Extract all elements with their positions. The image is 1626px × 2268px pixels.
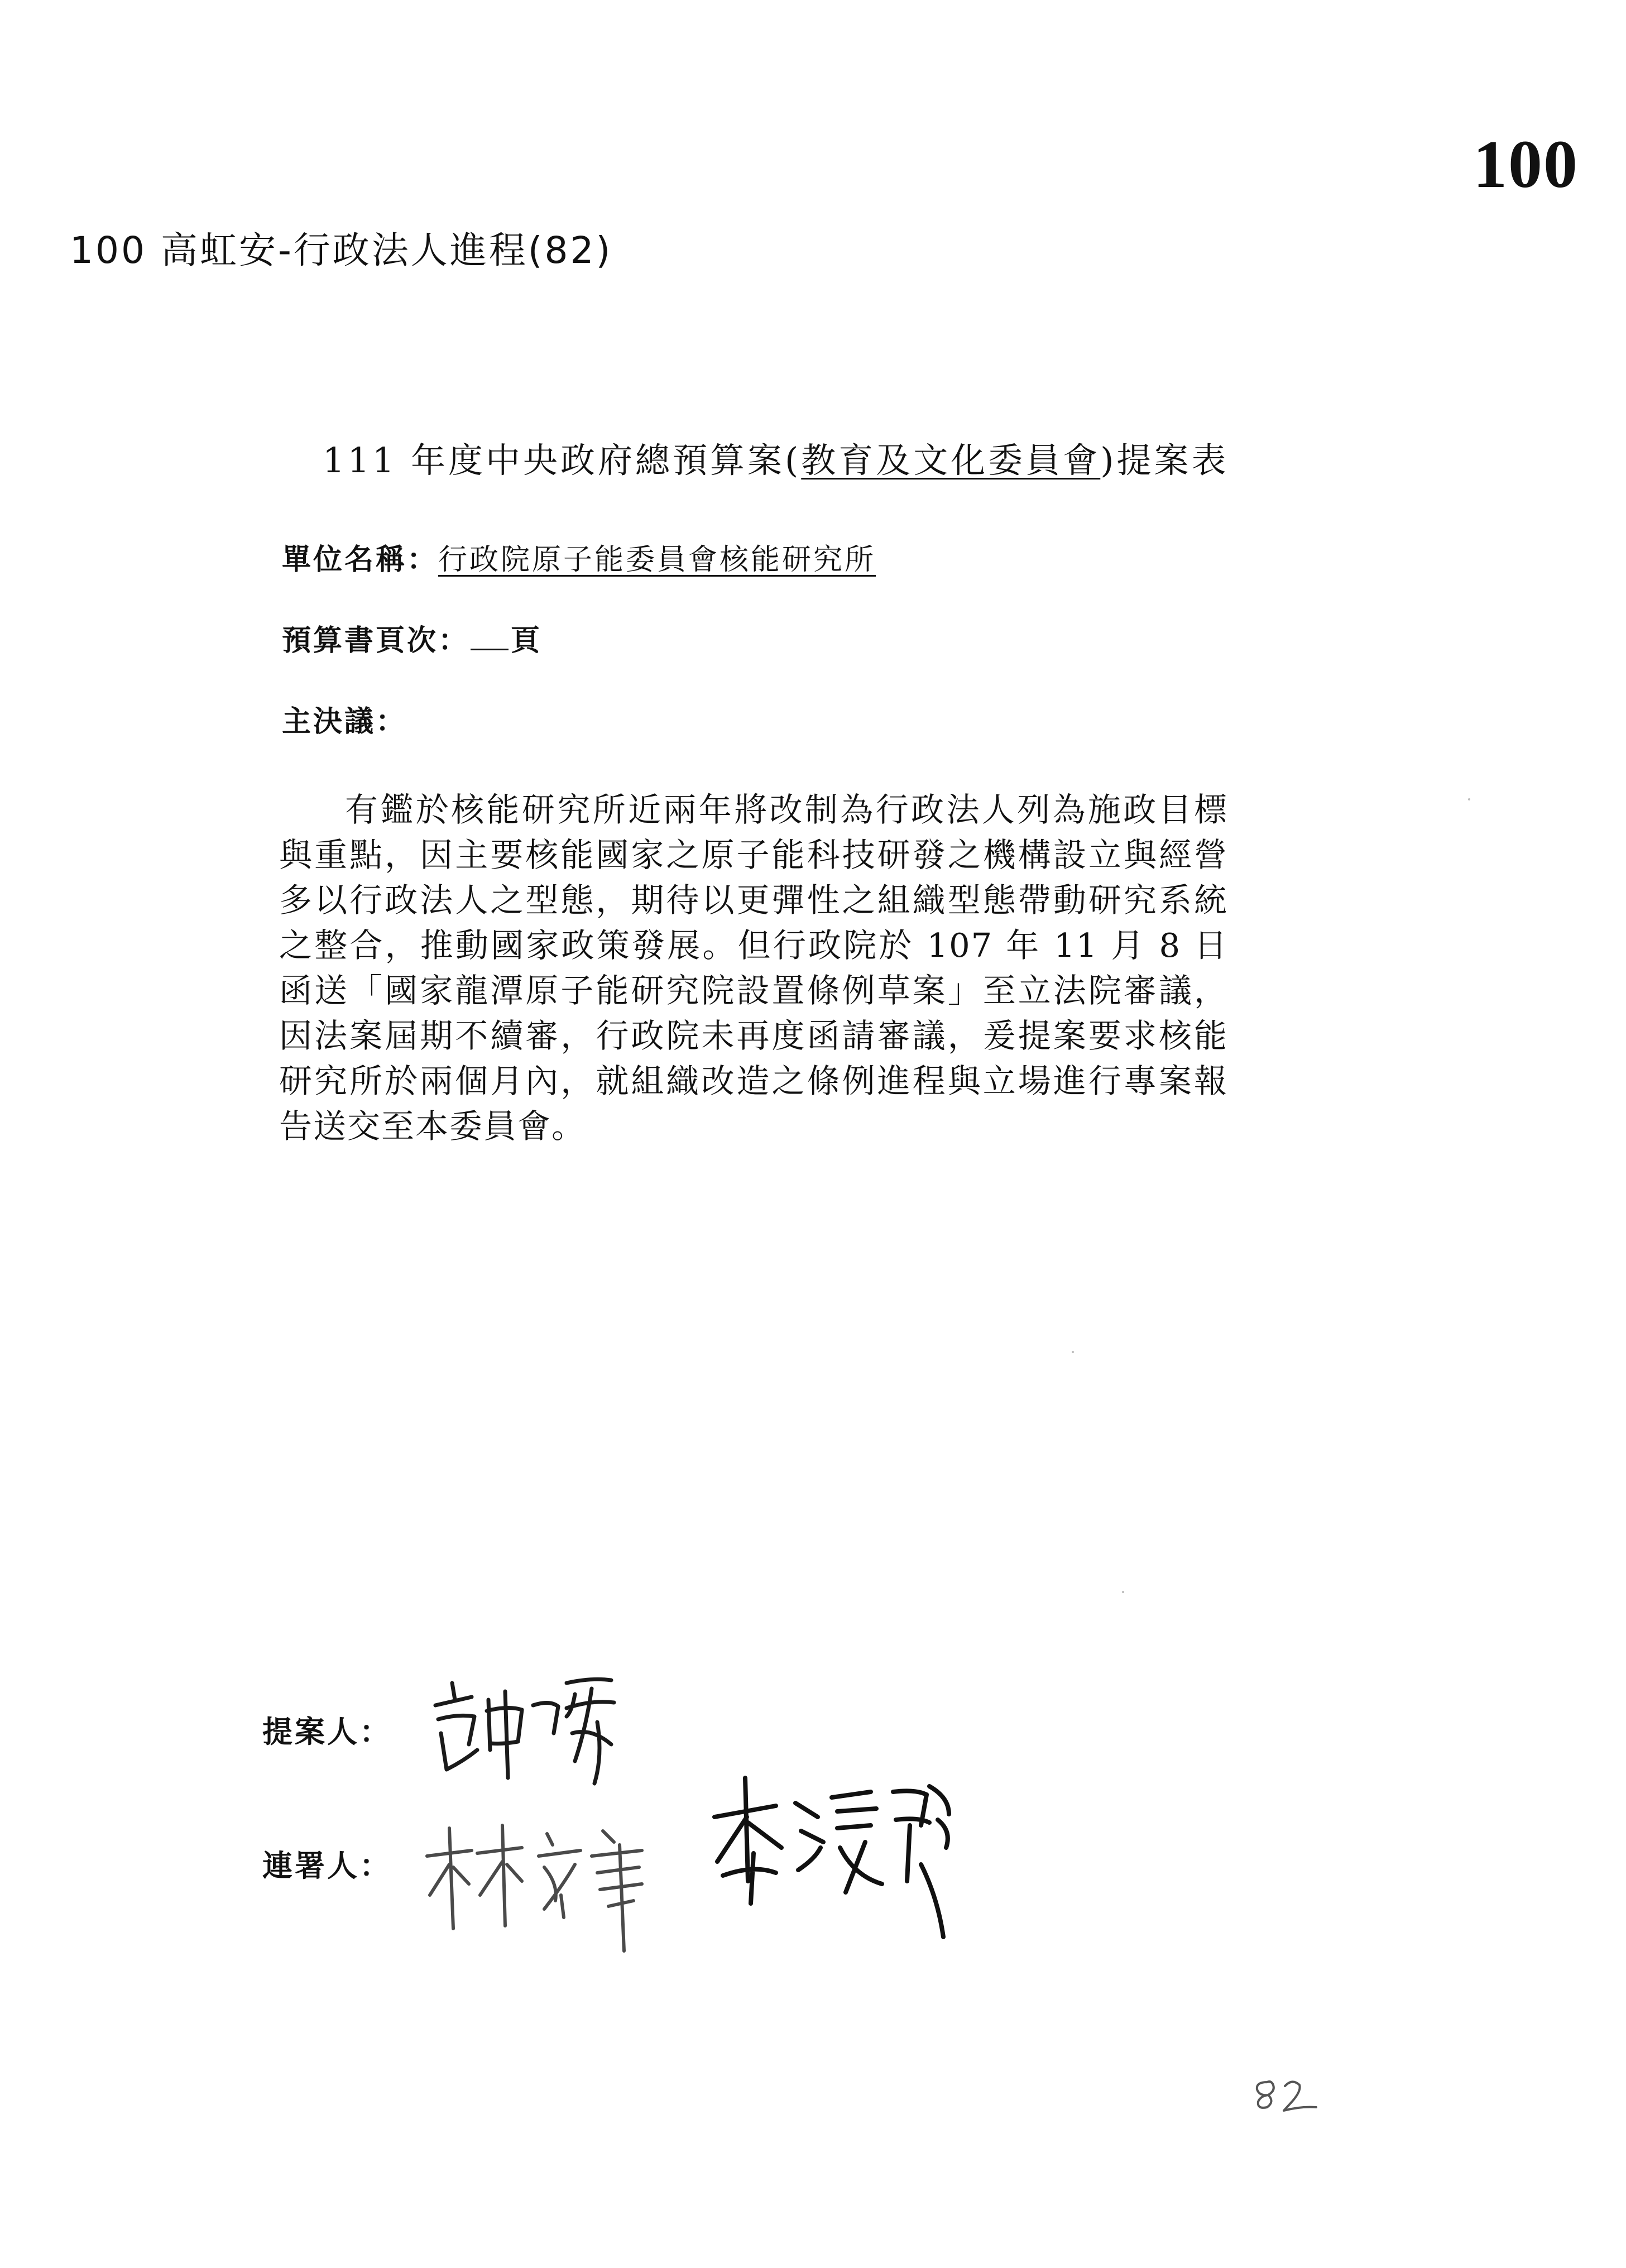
form-title (323, 433, 1229, 482)
proposer-label: 提案人： (262, 1714, 392, 1749)
cosigner-label: 連署人： (262, 1848, 392, 1883)
cosigner-signature-1 (419, 1811, 653, 1957)
cosigner-signature-2 (703, 1764, 971, 1948)
form-title-prefix: 111 年度中央政府總預算案( (323, 440, 802, 481)
document-header: 100 高虹安-行政法人進程(82) (70, 229, 613, 272)
scan-speck (1122, 1591, 1124, 1593)
unit-value: 行政院原子能委員會核能研究所 (438, 543, 876, 577)
proposer-signature (424, 1666, 625, 1795)
unit-field (282, 536, 876, 578)
budget-page-field (282, 617, 542, 659)
form-title-suffix: )提案表 (1100, 440, 1229, 481)
budget-page-blank (471, 649, 509, 650)
scan-speck (1468, 798, 1470, 800)
budget-page-suffix: 頁 (511, 624, 543, 658)
unit-label: 單位名稱： (282, 543, 439, 577)
resolution-body (279, 787, 1228, 1149)
resolution-paragraph: 有鑑於核能研究所近兩年將改制為行政法人列為施政目標與重點，因主要核能國家之原子能科技研發之機構設立與經營多以行政法人之型態，期待以更彈性之組織型態帶動研究系統之整合，推動國家政策發展。但行政院於 107 年 11 月 8 日函送「國家龍潭原子能研究院設置條例草案」至立法院審議，因法案屆期不續審，行政院未再度函請審議，爰提案要求核能研究所於兩個月內，就組織改造之條例進程與立場進行專案報告送交至本委員會。 (279, 790, 1228, 1145)
scan-speck (1072, 1351, 1074, 1353)
committee-name: 教育及文化委員會 (801, 440, 1101, 481)
handwritten-page-note (1250, 2074, 1323, 2116)
page-number: 100 (1473, 127, 1579, 202)
budget-page-label: 預算書頁次： (282, 624, 470, 658)
main-resolution-label: 主決議： (282, 704, 407, 739)
main-resolution-field (282, 698, 407, 740)
